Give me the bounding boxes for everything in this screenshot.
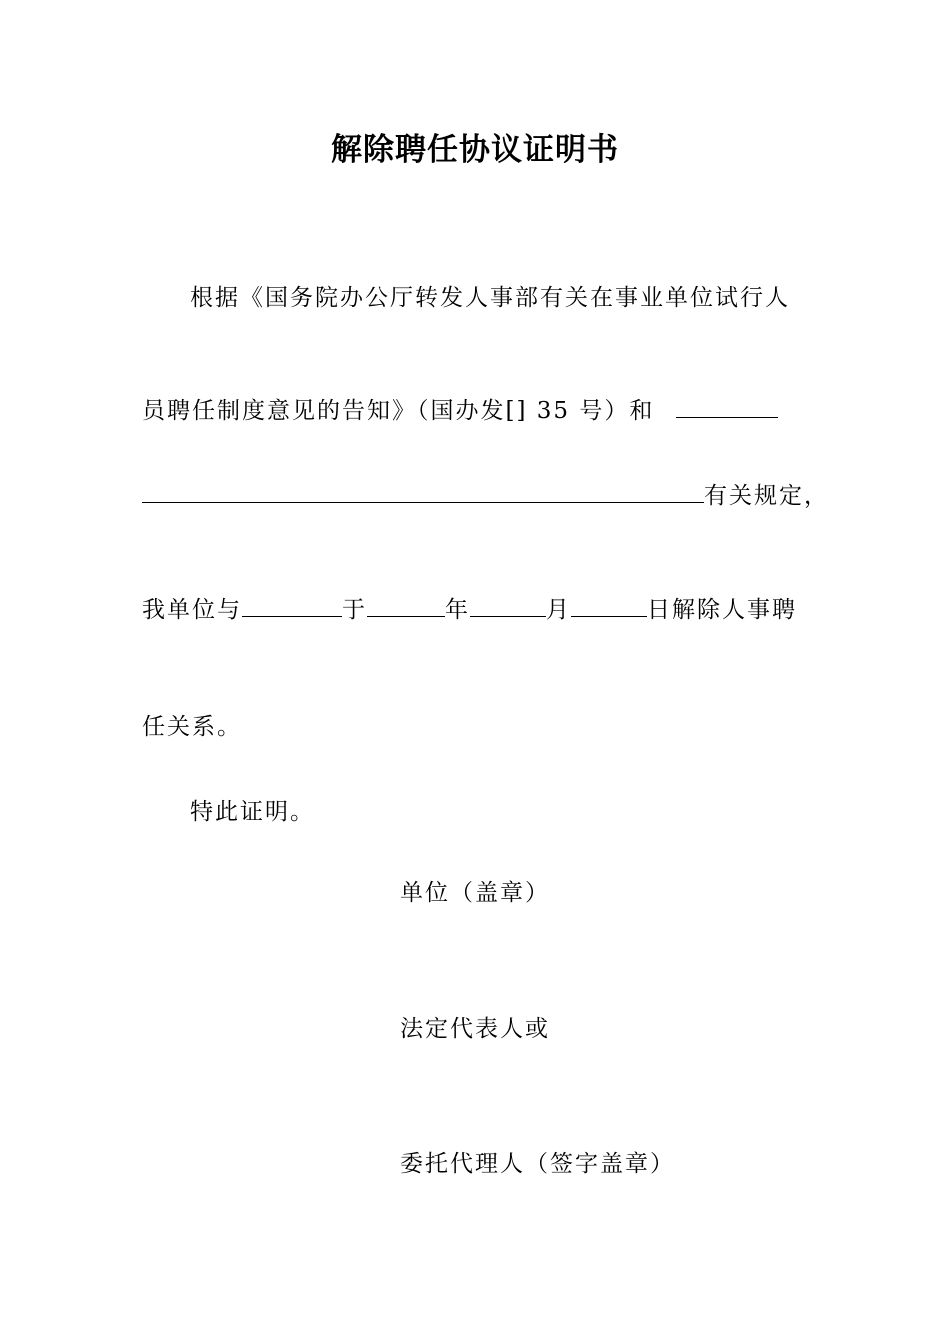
body-line-2-text: 员聘任制度意见的告知》（国办发[] 35 号）和 xyxy=(142,398,655,424)
line4-yu: 于 xyxy=(342,597,367,623)
body-line-5: 任关系。 xyxy=(142,714,242,740)
agent-sign-label: 委托代理人（签字盖章） xyxy=(400,1151,675,1177)
blank-field-rule-name[interactable] xyxy=(676,395,778,418)
blank-field-month[interactable] xyxy=(470,594,546,617)
blank-field-day[interactable] xyxy=(571,594,647,617)
body-line-4 xyxy=(142,594,797,626)
body-line-3-text: 有关规定， xyxy=(704,483,829,509)
line4-prefix: 我单位与 xyxy=(142,597,242,623)
line4-year: 年 xyxy=(445,597,470,623)
unit-seal-label: 单位（盖章） xyxy=(400,880,550,906)
line4-suffix: 日解除人事聘 xyxy=(647,597,797,623)
body-line-2 xyxy=(142,395,778,427)
body-line-1: 根据《国务院办公厅转发人事部有关在事业单位试行人 xyxy=(190,285,790,311)
blank-field-rule-name-cont[interactable] xyxy=(142,480,704,503)
line4-month: 月 xyxy=(546,597,571,623)
blank-field-person-name[interactable] xyxy=(242,594,342,617)
body-line-6: 特此证明。 xyxy=(190,799,315,825)
blank-field-year[interactable] xyxy=(367,594,445,617)
legal-rep-label: 法定代表人或 xyxy=(400,1016,550,1042)
body-line-3 xyxy=(142,480,829,512)
document-title: 解除聘任协议证明书 xyxy=(331,132,619,168)
